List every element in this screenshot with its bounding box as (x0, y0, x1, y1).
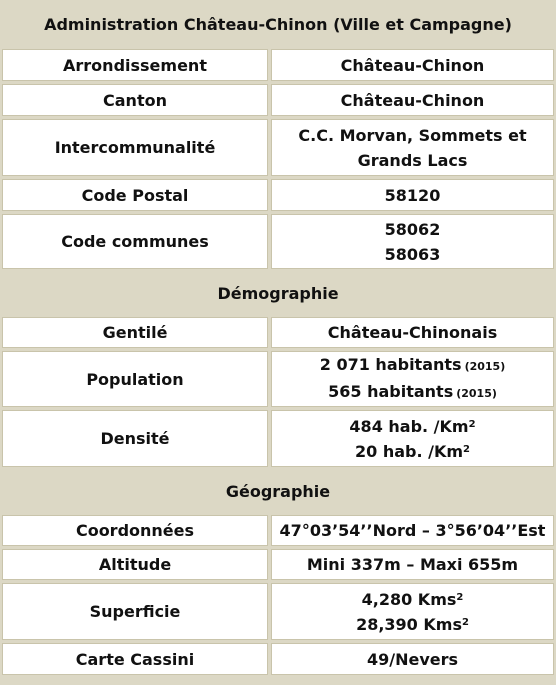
population-year: (2015) (456, 387, 497, 400)
label-text: Superficie (89, 602, 181, 621)
value-text: 58120 (384, 185, 441, 205)
value-code-postal (271, 179, 554, 211)
superficie-line-2 (356, 612, 469, 637)
section-header-geographie (2, 470, 554, 512)
table-title-text: Administration Château-Chinon (Ville et Campagne) (44, 14, 512, 34)
value-arrondissement (271, 49, 554, 81)
superficie-value: 4,280 Kms (361, 589, 457, 609)
label-text: Canton (103, 90, 167, 110)
population-value: 2 071 habitants (319, 355, 462, 374)
value-text: Mini 337m – Maxi 655m (306, 555, 519, 574)
value-line: 58062 (384, 219, 441, 239)
label-text: Population (86, 369, 184, 389)
value-text: Château-Chinon (340, 90, 485, 110)
superficie-value: 28,390 Kms (356, 614, 462, 634)
label-intercommunalite (2, 119, 268, 176)
value-line: Grands Lacs (357, 150, 468, 170)
label-altitude (2, 549, 268, 580)
value-densite (271, 410, 554, 467)
exponent: 2 (456, 591, 464, 603)
value-coordonnees (271, 515, 554, 546)
population-year: (2015) (464, 360, 506, 373)
label-population (2, 351, 268, 407)
value-carte-cassini (271, 643, 554, 675)
label-text: Gentilé (102, 323, 168, 342)
section-header-text: Démographie (217, 283, 339, 303)
value-line: C.C. Morvan, Sommets et (298, 125, 527, 145)
population-line-2 (328, 379, 497, 406)
label-text: Intercommunalité (54, 138, 216, 157)
exponent: 2 (461, 616, 469, 628)
label-text: Coordonnées (75, 521, 195, 540)
label-text: Densité (100, 429, 170, 448)
label-gentile (2, 317, 268, 348)
label-text: Altitude (98, 555, 172, 574)
table-title (2, 2, 554, 46)
label-canton (2, 84, 268, 116)
label-text: Arrondissement (63, 55, 207, 75)
exponent: 2 (463, 443, 470, 455)
label-superficie (2, 583, 268, 640)
section-header-demographie (2, 272, 554, 314)
value-text: Château-Chinonais (327, 323, 498, 342)
population-line-1 (320, 352, 505, 379)
value-superficie (271, 583, 554, 640)
label-carte-cassini (2, 643, 268, 675)
value-intercommunalite (271, 119, 554, 176)
densite-value: 20 hab. /Km (354, 441, 464, 461)
label-code-postal (2, 179, 268, 211)
densite-line-1 (349, 414, 475, 439)
section-header-text: Géographie (225, 481, 331, 501)
exponent: 2 (468, 418, 476, 430)
value-line: 58063 (384, 244, 441, 264)
superficie-line-1 (362, 587, 464, 612)
label-text: Carte Cassini (75, 649, 195, 669)
label-code-communes (2, 214, 268, 269)
value-population (271, 351, 554, 407)
densite-value: 484 hab. /Km (349, 416, 469, 436)
population-value: 565 habitants (328, 382, 454, 401)
value-code-communes (271, 214, 554, 269)
value-altitude (271, 549, 554, 580)
value-gentile (271, 317, 554, 348)
value-text: 47°03’54’’Nord – 3°56’04’’Est (279, 521, 546, 540)
value-text: 49/Nevers (366, 649, 459, 669)
label-densite (2, 410, 268, 467)
densite-line-2 (355, 439, 470, 464)
label-text: Code Postal (81, 185, 189, 205)
label-text: Code communes (61, 232, 209, 251)
value-canton (271, 84, 554, 116)
label-coordonnees (2, 515, 268, 546)
value-text: Château-Chinon (340, 55, 485, 75)
label-arrondissement (2, 49, 268, 81)
